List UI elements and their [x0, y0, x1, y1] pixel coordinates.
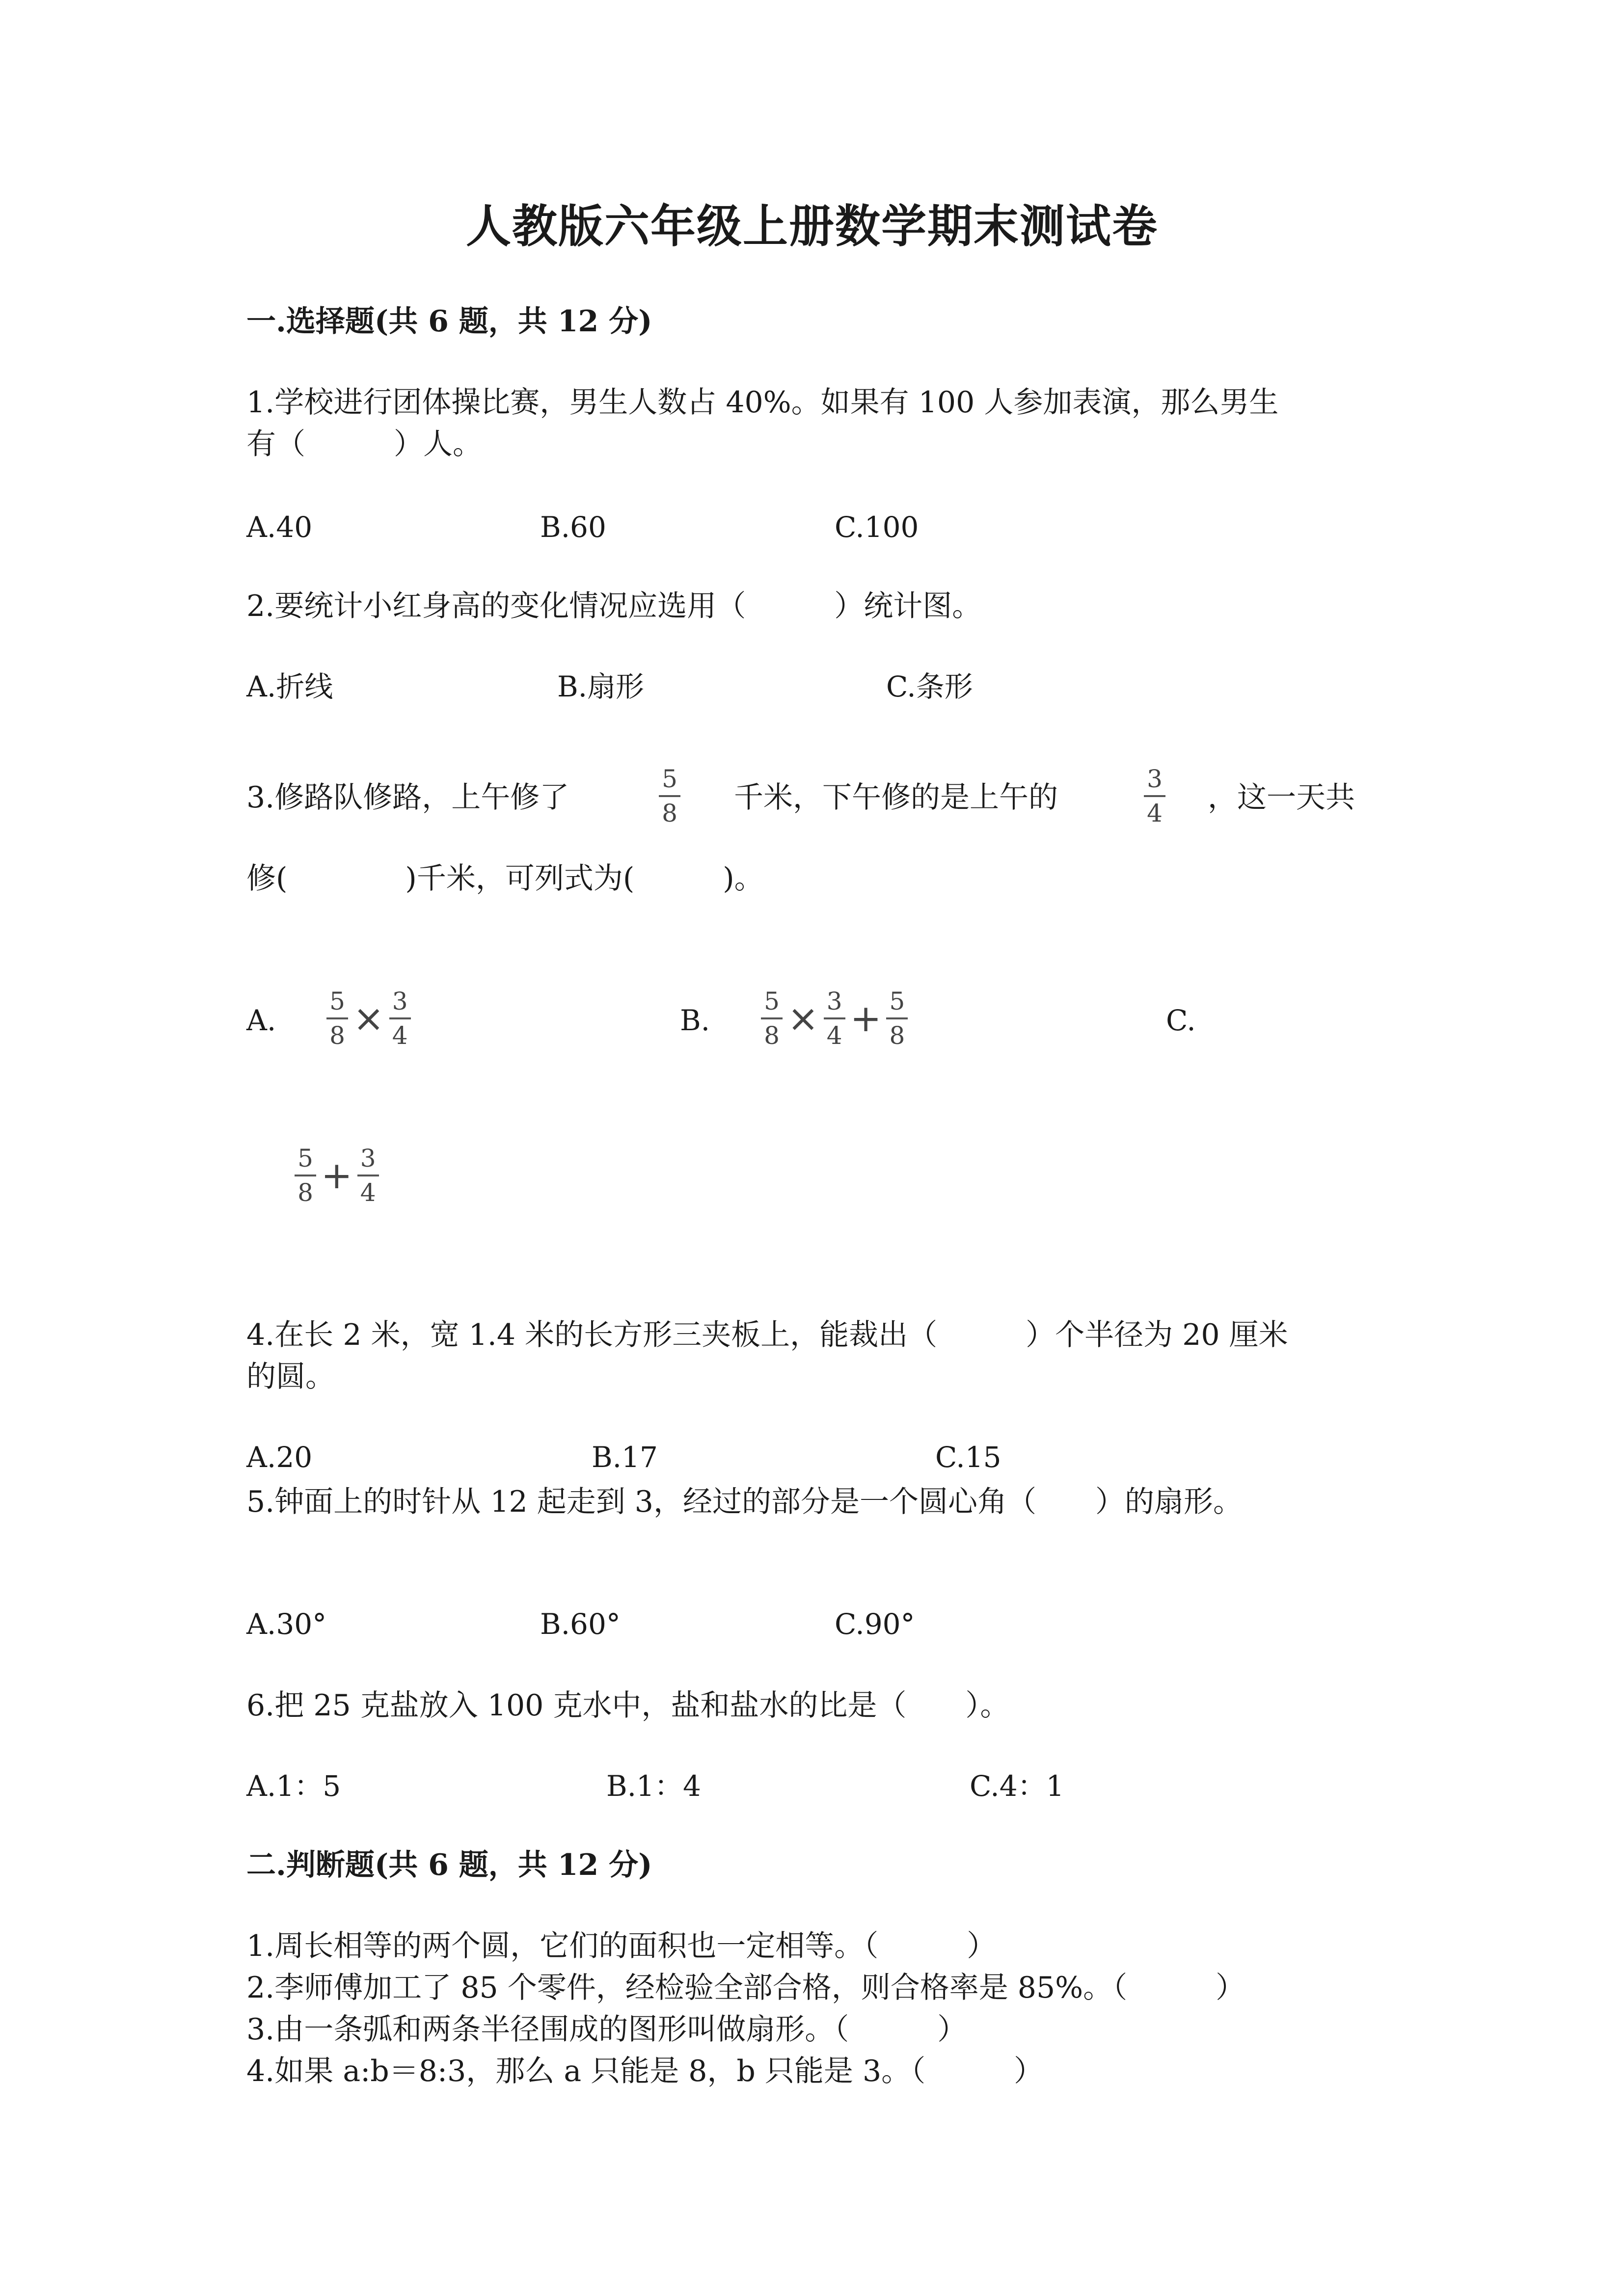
judgment-item-3: 3.由一条弧和两条半径围成的图形叫做扇形。（ ）	[246, 2012, 967, 2047]
q1-option-b: B.60	[540, 510, 606, 544]
times-sign: ×	[787, 996, 819, 1040]
numerator: 5	[662, 765, 677, 793]
fraction	[295, 1146, 316, 1205]
question-4-line-1: 4.在长 2 米，宽 1.4 米的长方形三夹板上，能裁出（ ）个半径为 20 厘米	[246, 1318, 1288, 1352]
judgment-item-4: 4.如果 a:b＝8:3，那么 a 只能是 8，b 只能是 3。（ ）	[246, 2054, 1044, 2088]
q2-option-b: B.扇形	[557, 670, 645, 703]
q4-option-c: C.15	[935, 1441, 1001, 1474]
numerator: 5	[889, 987, 905, 1015]
q6-option-c: C.4：1	[970, 1769, 1064, 1803]
fraction-five-eighths	[659, 767, 680, 826]
denominator: 8	[298, 1178, 313, 1207]
page-title: 人教版六年级上册数学期末测试卷	[465, 200, 1158, 253]
denominator: 4	[1147, 799, 1163, 828]
fraction	[886, 989, 908, 1048]
denominator: 4	[360, 1178, 376, 1207]
q4-option-a: A.20	[246, 1441, 313, 1474]
denominator: 4	[392, 1021, 408, 1050]
q5-option-b: B.60°	[540, 1607, 621, 1641]
q3-option-c-label: C.	[1166, 1004, 1196, 1037]
fraction	[824, 989, 845, 1048]
fraction	[761, 989, 783, 1048]
question-5-text: 5.钟面上的时针从 12 起走到 3，经过的部分是一个圆心角（ ）的扇形。	[246, 1485, 1243, 1519]
question-6-text: 6.把 25 克盐放入 100 克水中，盐和盐水的比是（ ）。	[246, 1688, 1010, 1723]
judgment-item-1: 1.周长相等的两个圆，它们的面积也一定相等。（ ）	[246, 1929, 997, 1963]
question-3-part-2: 千米，下午修的是上午的	[734, 780, 1058, 815]
numerator: 3	[826, 987, 842, 1015]
q3-option-b-expression	[761, 989, 908, 1048]
question-3-part-1: 3.修路队修路，上午修了	[246, 780, 569, 815]
fraction	[389, 989, 411, 1048]
q5-option-a: A.30°	[246, 1607, 327, 1641]
question-3-line-2: 修( )千米，可列式为( )。	[246, 861, 764, 896]
q6-option-b: B.1：4	[606, 1769, 701, 1803]
q1-option-c: C.100	[835, 510, 919, 544]
denominator: 8	[662, 799, 677, 828]
section-heading-judgment: 二.判断题(共 6 题，共 12 分)	[246, 1848, 652, 1882]
question-2-text: 2.要统计小红身高的变化情况应选用（ ）统计图。	[246, 589, 982, 623]
q2-option-c: C.条形	[886, 670, 973, 703]
fraction	[326, 989, 348, 1048]
numerator: 3	[392, 987, 408, 1015]
denominator: 8	[764, 1021, 780, 1050]
numerator: 5	[298, 1144, 313, 1173]
question-1-line-2: 有（ ）人。	[246, 427, 482, 461]
denominator: 4	[826, 1021, 842, 1050]
q1-option-a: A.40	[246, 510, 313, 544]
fraction-three-quarters	[1144, 767, 1165, 826]
q3-option-b-label: B.	[680, 1004, 710, 1037]
q2-option-a: A.折线	[246, 670, 333, 703]
denominator: 8	[329, 1021, 345, 1050]
question-4-line-2: 的圆。	[246, 1360, 335, 1394]
question-3-part-3: ，这一天共	[1208, 780, 1355, 815]
section-heading-choice: 一.选择题(共 6 题，共 12 分)	[246, 304, 652, 339]
q4-option-b: B.17	[592, 1441, 658, 1474]
plus-sign: +	[850, 996, 882, 1040]
plus-sign: +	[321, 1153, 352, 1197]
q5-option-c: C.90°	[835, 1607, 915, 1641]
times-sign: ×	[353, 996, 384, 1040]
numerator: 5	[329, 987, 345, 1015]
fraction	[357, 1146, 379, 1205]
numerator: 5	[764, 987, 780, 1015]
numerator: 3	[360, 1144, 376, 1173]
q3-option-c-expression	[295, 1146, 379, 1205]
numerator: 3	[1147, 765, 1163, 793]
question-1-line-1: 1.学校进行团体操比赛，男生人数占 40%。如果有 100 人参加表演，那么男生	[246, 385, 1279, 420]
q3-option-a-expression	[326, 989, 411, 1048]
q3-option-a-label: A.	[246, 1004, 276, 1037]
q6-option-a: A.1：5	[246, 1769, 341, 1803]
denominator: 8	[889, 1021, 905, 1050]
judgment-item-2: 2.李师傅加工了 85 个零件，经检验全部合格，则合格率是 85%。（ ）	[246, 1971, 1245, 2005]
